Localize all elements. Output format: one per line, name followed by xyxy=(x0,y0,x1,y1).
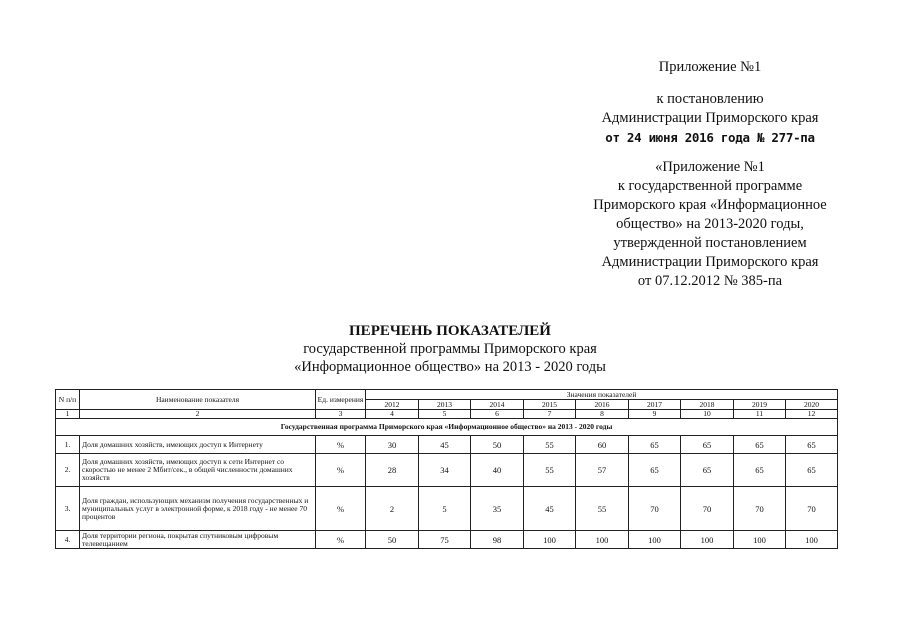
unit-cell: % xyxy=(316,487,366,531)
value-cell: 70 xyxy=(681,487,734,531)
table-row xyxy=(56,487,838,531)
col-number: 11 xyxy=(734,410,786,419)
indicator-name: Доля домашних хозяйств, имеющих доступ к Интернету xyxy=(80,436,316,454)
table-row xyxy=(56,436,838,454)
value-cell: 100 xyxy=(786,531,838,549)
col-number: 1 xyxy=(56,410,80,419)
value-cell: 50 xyxy=(366,531,419,549)
value-cell: 70 xyxy=(734,487,786,531)
value-cell: 65 xyxy=(786,454,838,487)
header-unit: Ед. измерения xyxy=(316,390,366,410)
header-name: Наименование показателя xyxy=(80,390,316,410)
appendix-block xyxy=(560,58,860,291)
list-title: ПЕРЕЧЕНЬ ПОКАЗАТЕЛЕЙ xyxy=(349,323,551,339)
list-subtitle: государственной программы Приморского края xyxy=(303,341,597,357)
appendix-title: Приложение №1 xyxy=(658,59,762,75)
value-cell: 98 xyxy=(471,531,524,549)
value-cell: 55 xyxy=(524,454,576,487)
column-numbers-row xyxy=(56,410,838,419)
value-cell: 65 xyxy=(786,436,838,454)
table-row xyxy=(56,454,838,487)
value-cell: 2 xyxy=(366,487,419,531)
col-number: 12 xyxy=(786,410,838,419)
year-cell: 2016 xyxy=(576,400,629,410)
value-cell: 55 xyxy=(576,487,629,531)
value-cell: 75 xyxy=(419,531,471,549)
quote-line: от 07.12.2012 № 385-па xyxy=(637,273,783,289)
value-cell: 100 xyxy=(734,531,786,549)
value-cell: 45 xyxy=(419,436,471,454)
value-cell: 65 xyxy=(734,436,786,454)
row-number: 4. xyxy=(56,531,80,549)
value-cell: 100 xyxy=(576,531,629,549)
col-number: 2 xyxy=(80,410,316,419)
value-cell: 100 xyxy=(629,531,681,549)
quote-line: Администрации Приморского края xyxy=(601,254,819,270)
value-cell: 65 xyxy=(734,454,786,487)
row-number: 1. xyxy=(56,436,80,454)
value-cell: 35 xyxy=(471,487,524,531)
value-cell: 65 xyxy=(681,454,734,487)
quote-line: общество» на 2013-2020 годы, xyxy=(616,216,804,232)
quote-line: к государственной программе xyxy=(617,178,803,194)
year-cell: 2018 xyxy=(681,400,734,410)
quote-line: «Приложение №1 xyxy=(655,159,765,175)
value-cell: 50 xyxy=(471,436,524,454)
decree-date-line: от 24 июня 2016 года № 277-па xyxy=(605,130,815,145)
list-subtitle: «Информационное общество» на 2013 - 2020 годы xyxy=(294,359,606,375)
value-cell: 28 xyxy=(366,454,419,487)
value-cell: 45 xyxy=(524,487,576,531)
col-number: 9 xyxy=(629,410,681,419)
value-cell: 57 xyxy=(576,454,629,487)
col-number: 8 xyxy=(576,410,629,419)
year-cell: 2019 xyxy=(734,400,786,410)
col-number: 3 xyxy=(316,410,366,419)
col-number: 7 xyxy=(524,410,576,419)
value-cell: 40 xyxy=(471,454,524,487)
col-number: 6 xyxy=(471,410,524,419)
col-number: 10 xyxy=(681,410,734,419)
value-cell: 100 xyxy=(681,531,734,549)
unit-cell: % xyxy=(316,531,366,549)
value-cell: 30 xyxy=(366,436,419,454)
indicator-name: Доля граждан, использующих механизм получения государственных и муниципальных услуг в электронной форме, к 2018 году - не менее 70 процентов xyxy=(80,487,316,531)
value-cell: 60 xyxy=(576,436,629,454)
quote-line: Приморского края «Информационное xyxy=(593,197,827,213)
unit-cell: % xyxy=(316,436,366,454)
header-num: N п/п xyxy=(56,390,80,410)
year-cell: 2020 xyxy=(786,400,838,410)
indicator-name: Доля домашних хозяйств, имеющих доступ к сети Интернет со скоростью не менее 2 Мбит/сек., в общей численности домашних хозяйств xyxy=(80,454,316,487)
value-cell: 5 xyxy=(419,487,471,531)
row-number: 3. xyxy=(56,487,80,531)
value-cell: 65 xyxy=(629,436,681,454)
quote-line: утвержденной постановлением xyxy=(613,235,807,251)
unit-cell: % xyxy=(316,454,366,487)
year-cell: 2013 xyxy=(419,400,471,410)
year-cell: 2017 xyxy=(629,400,681,410)
value-cell: 34 xyxy=(419,454,471,487)
header-row xyxy=(56,390,838,400)
col-number: 5 xyxy=(419,410,471,419)
row-number: 2. xyxy=(56,454,80,487)
indicators-table xyxy=(55,389,838,549)
value-cell: 55 xyxy=(524,436,576,454)
indicator-name: Доля территории региона, покрытая спутниковым цифровым телевещанием xyxy=(80,531,316,549)
value-cell: 70 xyxy=(629,487,681,531)
value-cell: 70 xyxy=(786,487,838,531)
appendix-line: Администрации Приморского края xyxy=(601,110,819,126)
value-cell: 65 xyxy=(629,454,681,487)
year-cell: 2015 xyxy=(524,400,576,410)
value-cell: 100 xyxy=(524,531,576,549)
table-row xyxy=(56,531,838,549)
section-title: Государственная программа Приморского края «Информационное общество» на 2013 - 2020 годы xyxy=(56,419,838,436)
value-cell: 65 xyxy=(681,436,734,454)
list-heading xyxy=(240,322,660,376)
year-cell: 2014 xyxy=(471,400,524,410)
header-values: Значения показателей xyxy=(366,390,838,400)
appendix-line: к постановлению xyxy=(656,91,764,107)
year-cell: 2012 xyxy=(366,400,419,410)
section-row xyxy=(56,419,838,436)
col-number: 4 xyxy=(366,410,419,419)
